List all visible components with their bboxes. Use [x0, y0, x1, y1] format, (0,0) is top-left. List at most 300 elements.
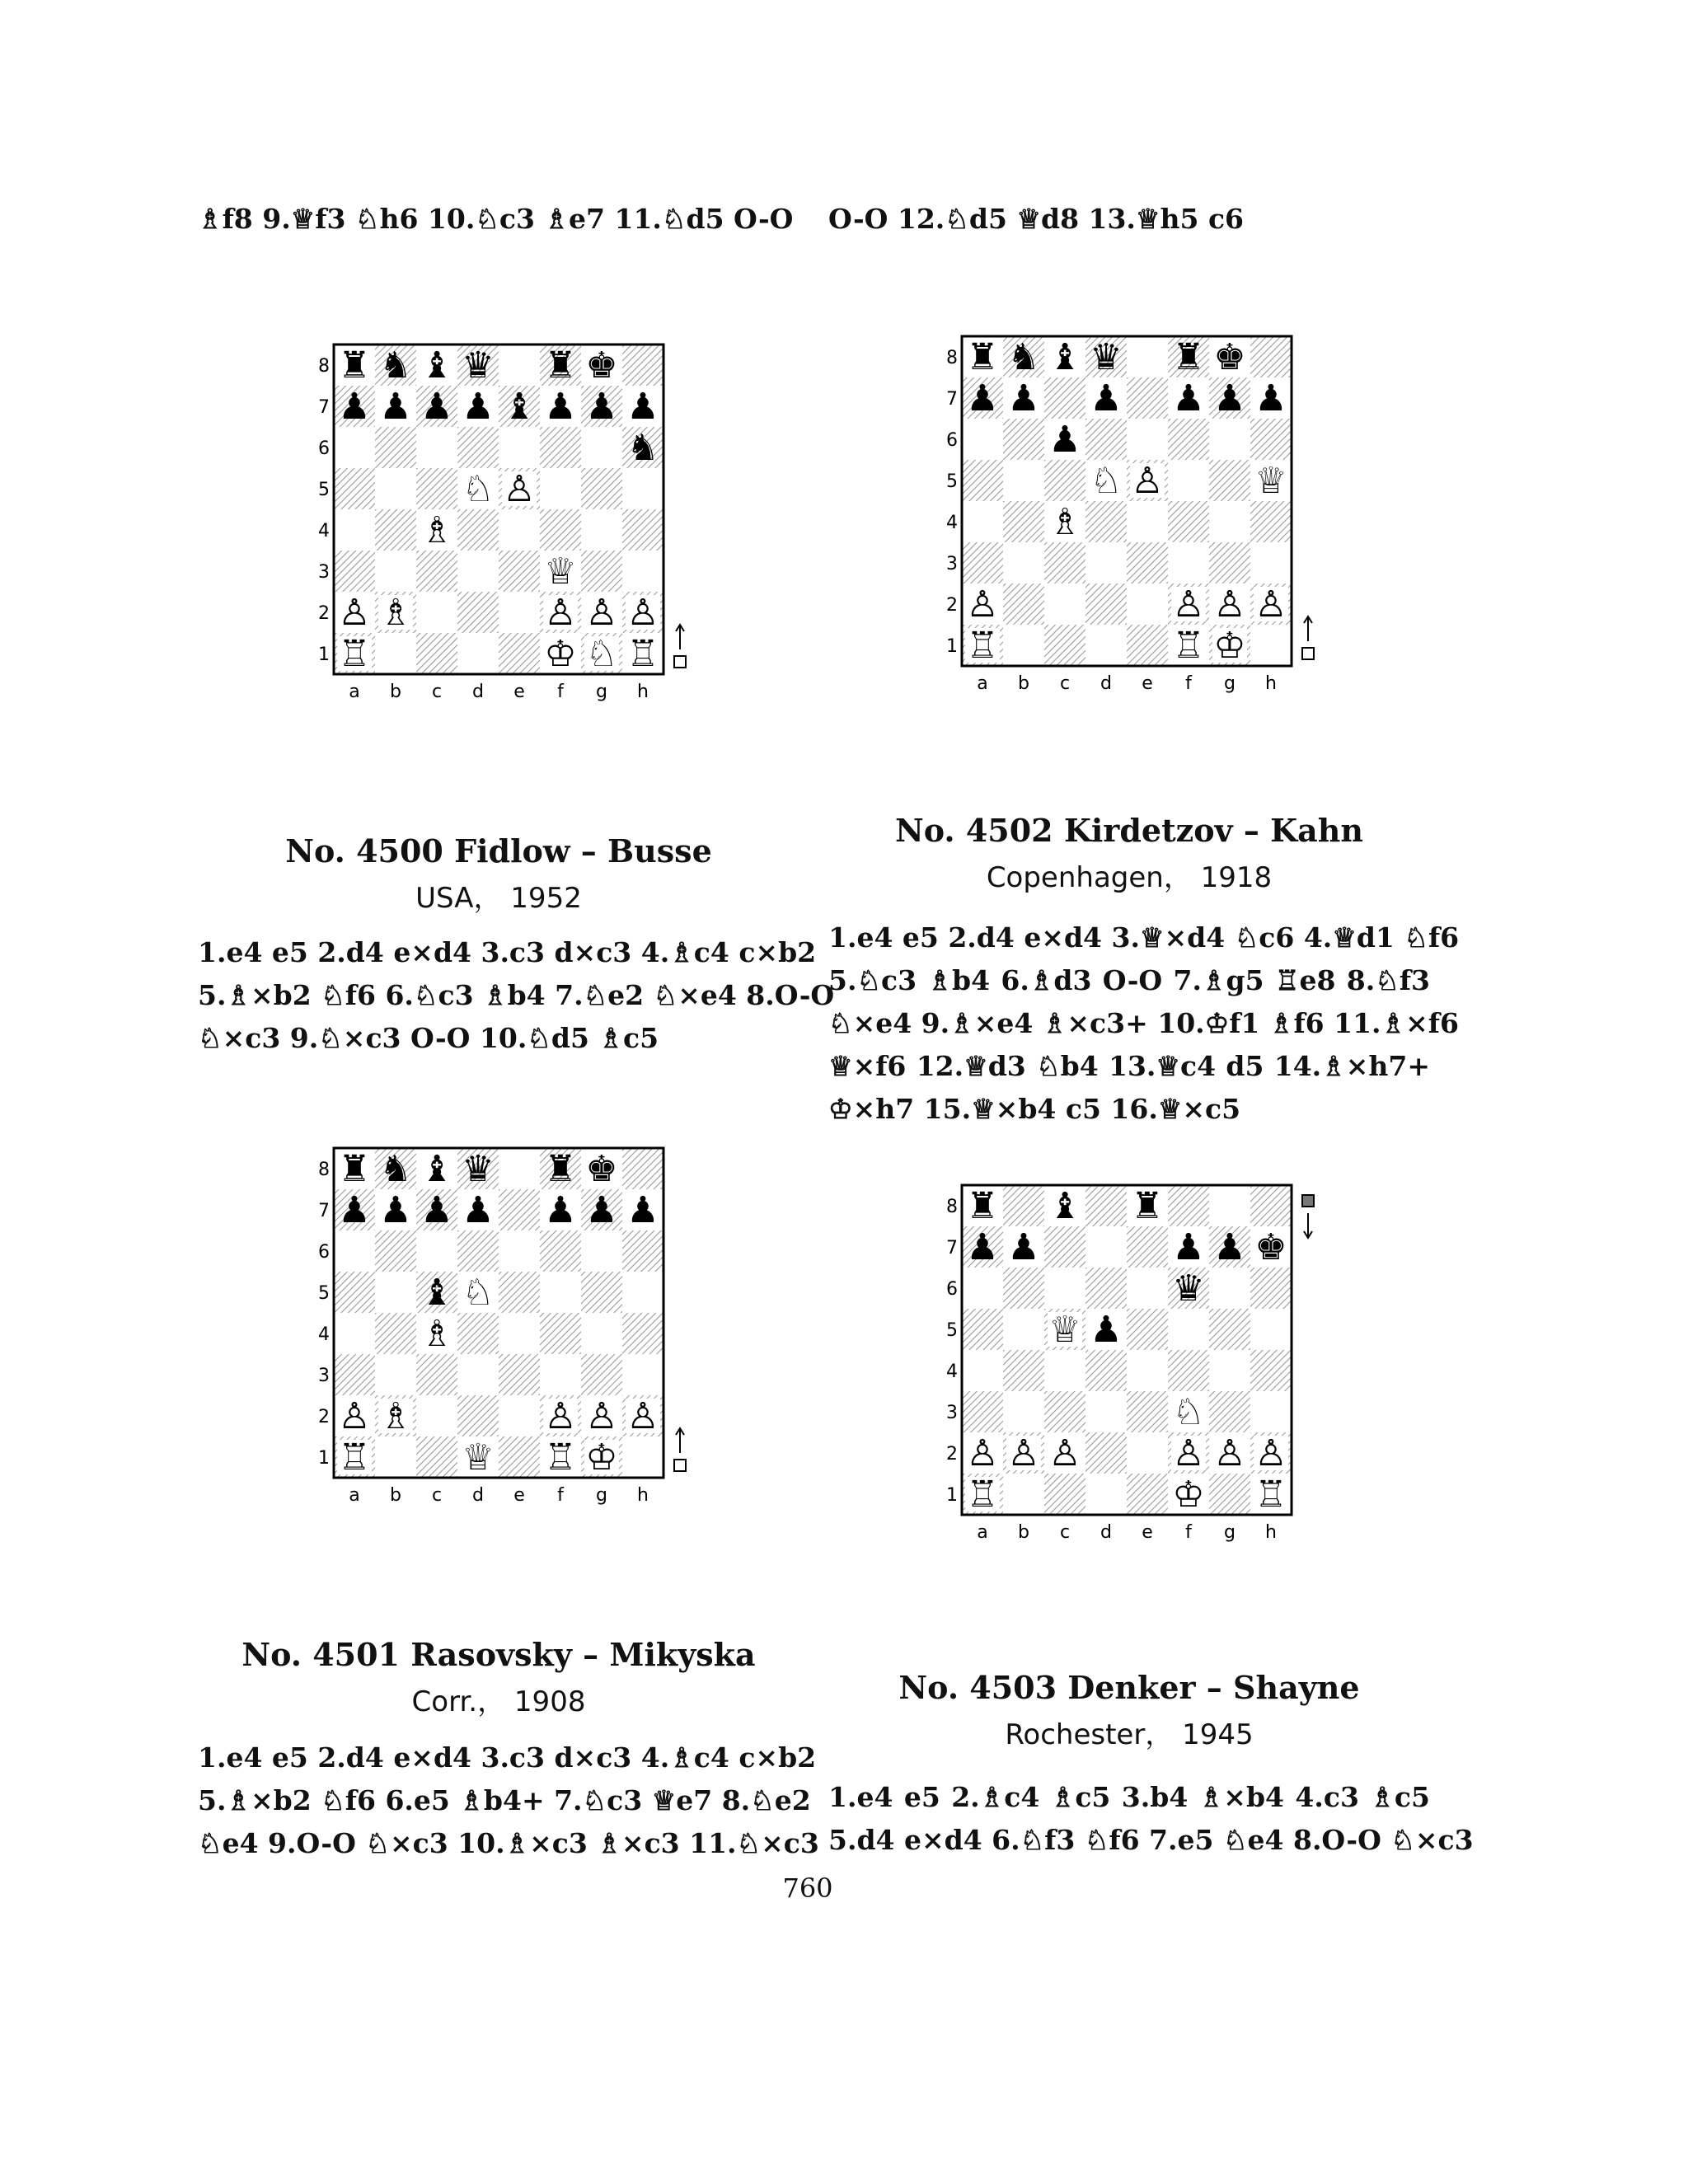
board-square-g6	[1209, 419, 1250, 460]
black-bishop-icon: ♝	[1048, 336, 1081, 378]
board-square-e4	[1127, 501, 1168, 542]
file-label: g	[596, 1485, 607, 1506]
board-square-b4	[375, 509, 416, 551]
board-square-c6	[416, 1230, 457, 1272]
board-square-a5	[962, 1309, 1003, 1350]
rank-label: 6	[318, 438, 330, 459]
black-pawn-icon: ♟	[544, 386, 577, 428]
file-label: c	[1059, 673, 1071, 694]
rank-label: 8	[946, 1197, 958, 1217]
file-label: d	[1100, 673, 1112, 694]
move-line: ♘e4 9.O-O ♘×c3 10.♗×c3 ♗×c3 11.♘×c3	[198, 1827, 819, 1859]
game-subtitle-4501: Corr.， 1908	[411, 1685, 586, 1718]
black-rook-icon: ♜	[966, 1185, 999, 1227]
board-square-d4	[1085, 501, 1127, 542]
board-square-b2	[1003, 583, 1044, 625]
board-square-g4	[1209, 1350, 1250, 1391]
board-square-g3	[581, 551, 622, 592]
white-pawn-icon: ♙	[1254, 1432, 1287, 1474]
black-pawn-icon: ♟	[1090, 1309, 1123, 1351]
white-to-move-icon	[674, 625, 686, 668]
board-square-g1	[1209, 1474, 1250, 1515]
board-square-a5	[334, 1272, 375, 1313]
board-square-g3	[1209, 542, 1250, 583]
game-subtitle-4500: USA， 1952	[415, 882, 582, 915]
board-square-h3	[1250, 542, 1292, 583]
board-square-h8	[622, 1148, 663, 1189]
board-square-c4	[1044, 1350, 1085, 1391]
board-square-g5	[581, 468, 622, 509]
black-pawn-icon: ♟	[462, 386, 495, 428]
white-rook-icon: ♖	[1172, 625, 1205, 667]
black-king-icon: ♚	[1213, 336, 1246, 378]
white-pawn-icon: ♙	[1254, 583, 1287, 626]
white-king-icon: ♔	[544, 633, 577, 675]
black-bishop-icon: ♝	[420, 344, 453, 387]
board-square-c6	[416, 427, 457, 468]
board-square-g8	[1209, 1185, 1250, 1226]
black-queen-icon: ♛	[1090, 336, 1123, 378]
black-pawn-icon: ♟	[1213, 1226, 1246, 1268]
move-line: 5.♘c3 ♗b4 6.♗d3 O-O 7.♗g5 ♖e8 8.♘f3	[828, 964, 1430, 996]
move-line: 5.♗×b2 ♘f6 6.♘c3 ♗b4 7.♘e2 ♘×e4 8.O-O	[198, 979, 835, 1011]
board-square-e1	[499, 1436, 540, 1478]
board-square-e2	[499, 592, 540, 633]
board-square-a3	[962, 1391, 1003, 1432]
board-square-b3	[375, 1354, 416, 1395]
black-rook-icon: ♜	[338, 344, 371, 387]
white-queen-icon: ♕	[544, 551, 577, 593]
white-king-icon: ♔	[585, 1436, 618, 1479]
board-square-h3	[622, 1354, 663, 1395]
black-pawn-icon: ♟	[585, 386, 618, 428]
board-square-a3	[334, 1354, 375, 1395]
black-pawn-icon: ♟	[1213, 377, 1246, 419]
rank-label: 6	[318, 1242, 330, 1263]
header-moves-left: ♗f8 9.♕f3 ♘h6 10.♘c3 ♗e7 11.♘d5 O-O	[198, 203, 794, 235]
board-square-a4	[334, 1313, 375, 1354]
black-rook-icon: ♜	[1131, 1185, 1164, 1227]
board-square-h1	[1250, 625, 1292, 666]
white-pawn-icon: ♙	[585, 1395, 618, 1437]
white-knight-icon: ♘	[462, 468, 495, 510]
board-square-h4	[1250, 501, 1292, 542]
white-rook-icon: ♖	[626, 633, 659, 675]
move-line: ♕×f6 12.♕d3 ♘b4 13.♕c4 d5 14.♗×h7+	[828, 1050, 1430, 1082]
board-square-h5	[1250, 1309, 1292, 1350]
board-square-d7	[1085, 1226, 1127, 1268]
board-square-g4	[581, 1313, 622, 1354]
black-king-icon: ♚	[585, 344, 618, 387]
file-label: f	[1185, 673, 1192, 694]
board-square-c1	[416, 1436, 457, 1478]
board-square-b3	[375, 551, 416, 592]
board-square-b1	[1003, 625, 1044, 666]
file-label: c	[431, 682, 443, 702]
board-square-e3	[499, 551, 540, 592]
file-label: f	[557, 682, 564, 702]
white-bishop-icon: ♗	[420, 1313, 453, 1355]
board-square-d2	[457, 592, 499, 633]
black-bishop-icon: ♝	[1048, 1185, 1081, 1227]
board-square-d8	[1085, 1185, 1127, 1226]
game-subtitle-4502: Copenhagen， 1918	[986, 861, 1273, 894]
board-square-f4	[1168, 501, 1209, 542]
black-bishop-icon: ♝	[420, 1148, 453, 1190]
board-square-f3	[1168, 542, 1209, 583]
board-square-c5	[1044, 460, 1085, 501]
move-line: ♔×h7 15.♕×b4 c5 16.♕×c5	[828, 1093, 1241, 1125]
board-square-g3	[581, 1354, 622, 1395]
board-square-e2	[1127, 583, 1168, 625]
board-square-h5	[622, 468, 663, 509]
board-square-b3	[1003, 1391, 1044, 1432]
board-square-e5	[1127, 1309, 1168, 1350]
black-rook-icon: ♜	[1172, 336, 1205, 378]
board-square-a6	[962, 419, 1003, 460]
board-square-a6	[962, 1268, 1003, 1309]
black-pawn-icon: ♟	[544, 1189, 577, 1231]
black-king-icon: ♚	[1254, 1226, 1287, 1268]
board-square-a5	[962, 460, 1003, 501]
white-pawn-icon: ♙	[966, 1432, 999, 1474]
rank-label: 5	[318, 1283, 330, 1304]
board-square-f6	[540, 1230, 581, 1272]
black-bishop-icon: ♝	[503, 386, 536, 428]
file-label: a	[977, 673, 988, 694]
board-square-g4	[1209, 501, 1250, 542]
board-square-d1	[1085, 625, 1127, 666]
page-number: 760	[782, 1872, 833, 1904]
game-moves-4500	[198, 931, 835, 1060]
rank-label: 6	[946, 430, 958, 451]
white-queen-icon: ♕	[1254, 460, 1287, 502]
file-label: f	[1185, 1522, 1192, 1543]
move-line: 5.d4 e×d4 6.♘f3 ♘f6 7.e5 ♘e4 8.O-O ♘×c3	[828, 1824, 1474, 1856]
rank-label: 7	[946, 1238, 958, 1258]
board-square-b5	[375, 1272, 416, 1313]
black-knight-icon: ♞	[1007, 336, 1040, 378]
rank-label: 8	[318, 1160, 330, 1180]
rank-label: 2	[318, 1407, 330, 1427]
game-moves-4502	[828, 916, 1460, 1131]
game-title-4503: No. 4503 Denker – Shayne	[898, 1669, 1360, 1706]
board-square-h6	[622, 1230, 663, 1272]
board-square-h8	[1250, 1185, 1292, 1226]
file-label: g	[1224, 673, 1236, 694]
rank-label: 1	[318, 1448, 330, 1469]
board-square-e6	[1127, 419, 1168, 460]
board-square-c2	[416, 1395, 457, 1436]
board-square-e3	[1127, 542, 1168, 583]
black-pawn-icon: ♟	[420, 1189, 453, 1231]
board-square-a6	[334, 427, 375, 468]
file-label: d	[1100, 1522, 1112, 1543]
board-square-g5	[581, 1272, 622, 1313]
black-bishop-icon: ♝	[420, 1272, 453, 1314]
board-square-e3	[1127, 1391, 1168, 1432]
white-rook-icon: ♖	[966, 625, 999, 667]
game-title-4500: No. 4500 Fidlow – Busse	[285, 832, 712, 869]
white-rook-icon: ♖	[1254, 1474, 1287, 1516]
rank-label: 6	[946, 1279, 958, 1300]
rank-label: 2	[946, 595, 958, 616]
board-square-h6	[1250, 1268, 1292, 1309]
board-square-g5	[1209, 460, 1250, 501]
board-square-c6	[1044, 1268, 1085, 1309]
board-square-e5	[499, 1272, 540, 1313]
move-line: 1.e4 e5 2.d4 e×d4 3.♕×d4 ♘c6 4.♕d1 ♘f6	[828, 921, 1460, 954]
black-pawn-icon: ♟	[420, 386, 453, 428]
board-square-d4	[457, 509, 499, 551]
rank-label: 1	[946, 636, 958, 657]
move-line: ♘×e4 9.♗×e4 ♗×c3+ 10.♔f1 ♗f6 11.♗×f6	[828, 1007, 1459, 1039]
black-pawn-icon: ♟	[626, 1189, 659, 1231]
board-square-c7	[1044, 1226, 1085, 1268]
black-pawn-icon: ♟	[1090, 377, 1123, 419]
board-square-c1	[416, 633, 457, 674]
white-bishop-icon: ♗	[379, 592, 412, 634]
white-bishop-icon: ♗	[379, 1395, 412, 1437]
rank-label: 3	[946, 554, 958, 574]
black-pawn-icon: ♟	[1172, 1226, 1205, 1268]
board-square-c3	[1044, 542, 1085, 583]
board-square-b5	[1003, 1309, 1044, 1350]
board-square-g6	[581, 427, 622, 468]
board-square-b6	[375, 1230, 416, 1272]
board-square-c5	[416, 468, 457, 509]
board-square-e1	[1127, 1474, 1168, 1515]
board-square-d3	[1085, 1391, 1127, 1432]
board-square-e8	[499, 1148, 540, 1189]
white-knight-icon: ♘	[462, 1272, 495, 1314]
black-queen-icon: ♛	[462, 1148, 495, 1190]
white-rook-icon: ♖	[338, 633, 371, 675]
board-square-e7	[1127, 1226, 1168, 1268]
rank-label: 3	[946, 1403, 958, 1423]
board-square-c3	[1044, 1391, 1085, 1432]
board-square-d3	[457, 1354, 499, 1395]
board-square-c2	[416, 592, 457, 633]
board-square-h5	[622, 1272, 663, 1313]
file-label: a	[977, 1522, 988, 1543]
board-square-e1	[1127, 625, 1168, 666]
white-pawn-icon: ♙	[1007, 1432, 1040, 1474]
rank-label: 2	[318, 603, 330, 624]
white-bishop-icon: ♗	[1048, 501, 1081, 543]
board-square-a4	[334, 509, 375, 551]
white-pawn-icon: ♙	[544, 592, 577, 634]
file-label: d	[472, 682, 484, 702]
white-pawn-icon: ♙	[626, 592, 659, 634]
board-square-c1	[1044, 625, 1085, 666]
white-to-move-icon	[1302, 616, 1314, 659]
white-rook-icon: ♖	[544, 1436, 577, 1479]
black-pawn-icon: ♟	[626, 386, 659, 428]
board-square-b5	[375, 468, 416, 509]
board-square-b6	[1003, 1268, 1044, 1309]
rank-label: 1	[318, 644, 330, 665]
board-square-g4	[581, 509, 622, 551]
white-pawn-icon: ♙	[585, 592, 618, 634]
black-queen-icon: ♛	[462, 344, 495, 387]
move-line: 1.e4 e5 2.d4 e×d4 3.c3 d×c3 4.♗c4 c×b2	[198, 1741, 817, 1774]
rank-label: 7	[946, 389, 958, 410]
file-label: a	[349, 682, 360, 702]
white-pawn-icon: ♙	[1048, 1432, 1081, 1474]
board-square-c7	[1044, 377, 1085, 419]
white-pawn-icon: ♙	[966, 583, 999, 626]
black-pawn-icon: ♟	[462, 1189, 495, 1231]
black-pawn-icon: ♟	[966, 377, 999, 419]
white-pawn-icon: ♙	[1131, 460, 1164, 502]
white-pawn-icon: ♙	[626, 1395, 659, 1437]
board-square-f6	[1168, 419, 1209, 460]
board-square-d3	[457, 551, 499, 592]
rank-label: 3	[318, 562, 330, 583]
board-square-d2	[1085, 583, 1127, 625]
black-pawn-icon: ♟	[1172, 377, 1205, 419]
board-square-e2	[499, 1395, 540, 1436]
file-label: e	[513, 1485, 525, 1506]
game-title-4502: No. 4502 Kirdetzov – Kahn	[894, 812, 1363, 849]
board-square-e4	[1127, 1350, 1168, 1391]
black-pawn-icon: ♟	[338, 1189, 371, 1231]
move-line: 1.e4 e5 2.♗c4 ♗c5 3.b4 ♗×b4 4.c3 ♗c5	[828, 1781, 1430, 1813]
white-pawn-icon: ♙	[338, 592, 371, 634]
board-square-f4	[540, 509, 581, 551]
rank-label: 5	[946, 1320, 958, 1341]
white-knight-icon: ♘	[1172, 1391, 1205, 1433]
board-square-e4	[499, 509, 540, 551]
chessboard-4502	[937, 330, 1333, 701]
board-square-f4	[1168, 1350, 1209, 1391]
game-moves-4501	[198, 1736, 819, 1865]
white-pawn-icon: ♙	[503, 468, 536, 510]
board-square-h4	[1250, 1350, 1292, 1391]
board-square-d4	[457, 1313, 499, 1354]
black-king-icon: ♚	[585, 1148, 618, 1190]
white-knight-icon: ♘	[1090, 460, 1123, 502]
move-line: ♘×c3 9.♘×c3 O-O 10.♘d5 ♗c5	[198, 1022, 659, 1054]
rank-label: 2	[946, 1444, 958, 1465]
board-square-d6	[457, 1230, 499, 1272]
board-square-f5	[1168, 1309, 1209, 1350]
rank-label: 5	[318, 480, 330, 500]
board-square-h1	[622, 1436, 663, 1478]
file-label: c	[431, 1485, 443, 1506]
file-label: e	[513, 682, 525, 702]
board-square-g3	[1209, 1391, 1250, 1432]
black-to-move-icon	[1302, 1195, 1314, 1238]
rank-label: 5	[946, 471, 958, 492]
file-label: c	[1059, 1522, 1071, 1543]
file-label: e	[1142, 673, 1153, 694]
board-square-c2	[1044, 583, 1085, 625]
board-square-b1	[375, 1436, 416, 1478]
board-square-d4	[1085, 1350, 1127, 1391]
board-square-f6	[540, 427, 581, 468]
black-pawn-icon: ♟	[379, 1189, 412, 1231]
file-label: h	[1265, 1522, 1277, 1543]
rank-label: 4	[318, 1324, 330, 1345]
file-label: b	[1018, 1522, 1029, 1543]
board-square-d6	[457, 427, 499, 468]
board-square-c3	[416, 1354, 457, 1395]
black-knight-icon: ♞	[379, 344, 412, 387]
white-queen-icon: ♕	[462, 1436, 495, 1479]
black-rook-icon: ♜	[544, 344, 577, 387]
file-label: a	[349, 1485, 360, 1506]
game-title-4501: No. 4501 Rasovsky – Mikyska	[241, 1636, 756, 1673]
board-square-a4	[962, 1350, 1003, 1391]
white-pawn-icon: ♙	[338, 1395, 371, 1437]
rank-label: 8	[946, 348, 958, 368]
board-square-f5	[1168, 460, 1209, 501]
black-pawn-icon: ♟	[966, 1226, 999, 1268]
board-square-a6	[334, 1230, 375, 1272]
board-square-b3	[1003, 542, 1044, 583]
board-square-g6	[1209, 1268, 1250, 1309]
white-rook-icon: ♖	[338, 1436, 371, 1479]
chessboard-4503	[937, 1179, 1333, 1549]
file-label: h	[1265, 673, 1277, 694]
board-square-e6	[499, 1230, 540, 1272]
white-rook-icon: ♖	[966, 1474, 999, 1516]
board-square-d3	[1085, 542, 1127, 583]
board-square-b5	[1003, 460, 1044, 501]
board-square-d2	[457, 1395, 499, 1436]
board-square-e6	[1127, 1268, 1168, 1309]
chessboard-4501	[309, 1141, 705, 1512]
board-square-h6	[1250, 419, 1292, 460]
black-pawn-icon: ♟	[1254, 377, 1287, 419]
board-square-a5	[334, 468, 375, 509]
board-square-a3	[962, 542, 1003, 583]
board-square-f5	[540, 1272, 581, 1313]
rank-label: 1	[946, 1485, 958, 1506]
board-square-f3	[540, 1354, 581, 1395]
board-square-c3	[416, 551, 457, 592]
board-square-e8	[499, 344, 540, 386]
board-square-c1	[1044, 1474, 1085, 1515]
board-square-f5	[540, 468, 581, 509]
file-label: g	[1224, 1522, 1236, 1543]
board-square-d6	[1085, 419, 1127, 460]
black-pawn-icon: ♟	[585, 1189, 618, 1231]
white-pawn-icon: ♙	[1172, 583, 1205, 626]
board-square-b6	[375, 427, 416, 468]
board-square-e2	[1127, 1432, 1168, 1474]
rank-label: 4	[946, 1361, 958, 1382]
board-square-a4	[962, 501, 1003, 542]
black-pawn-icon: ♟	[1007, 1226, 1040, 1268]
black-knight-icon: ♞	[626, 427, 659, 469]
file-label: b	[1018, 673, 1029, 694]
rank-label: 4	[318, 521, 330, 541]
board-square-h3	[622, 551, 663, 592]
black-pawn-icon: ♟	[379, 386, 412, 428]
board-square-d1	[1085, 1474, 1127, 1515]
black-rook-icon: ♜	[338, 1148, 371, 1190]
white-to-move-icon	[674, 1428, 686, 1471]
black-pawn-icon: ♟	[1048, 419, 1081, 461]
board-square-b4	[375, 1313, 416, 1354]
white-bishop-icon: ♗	[420, 509, 453, 551]
board-square-h8	[622, 344, 663, 386]
white-pawn-icon: ♙	[544, 1395, 577, 1437]
board-square-b4	[1003, 1350, 1044, 1391]
